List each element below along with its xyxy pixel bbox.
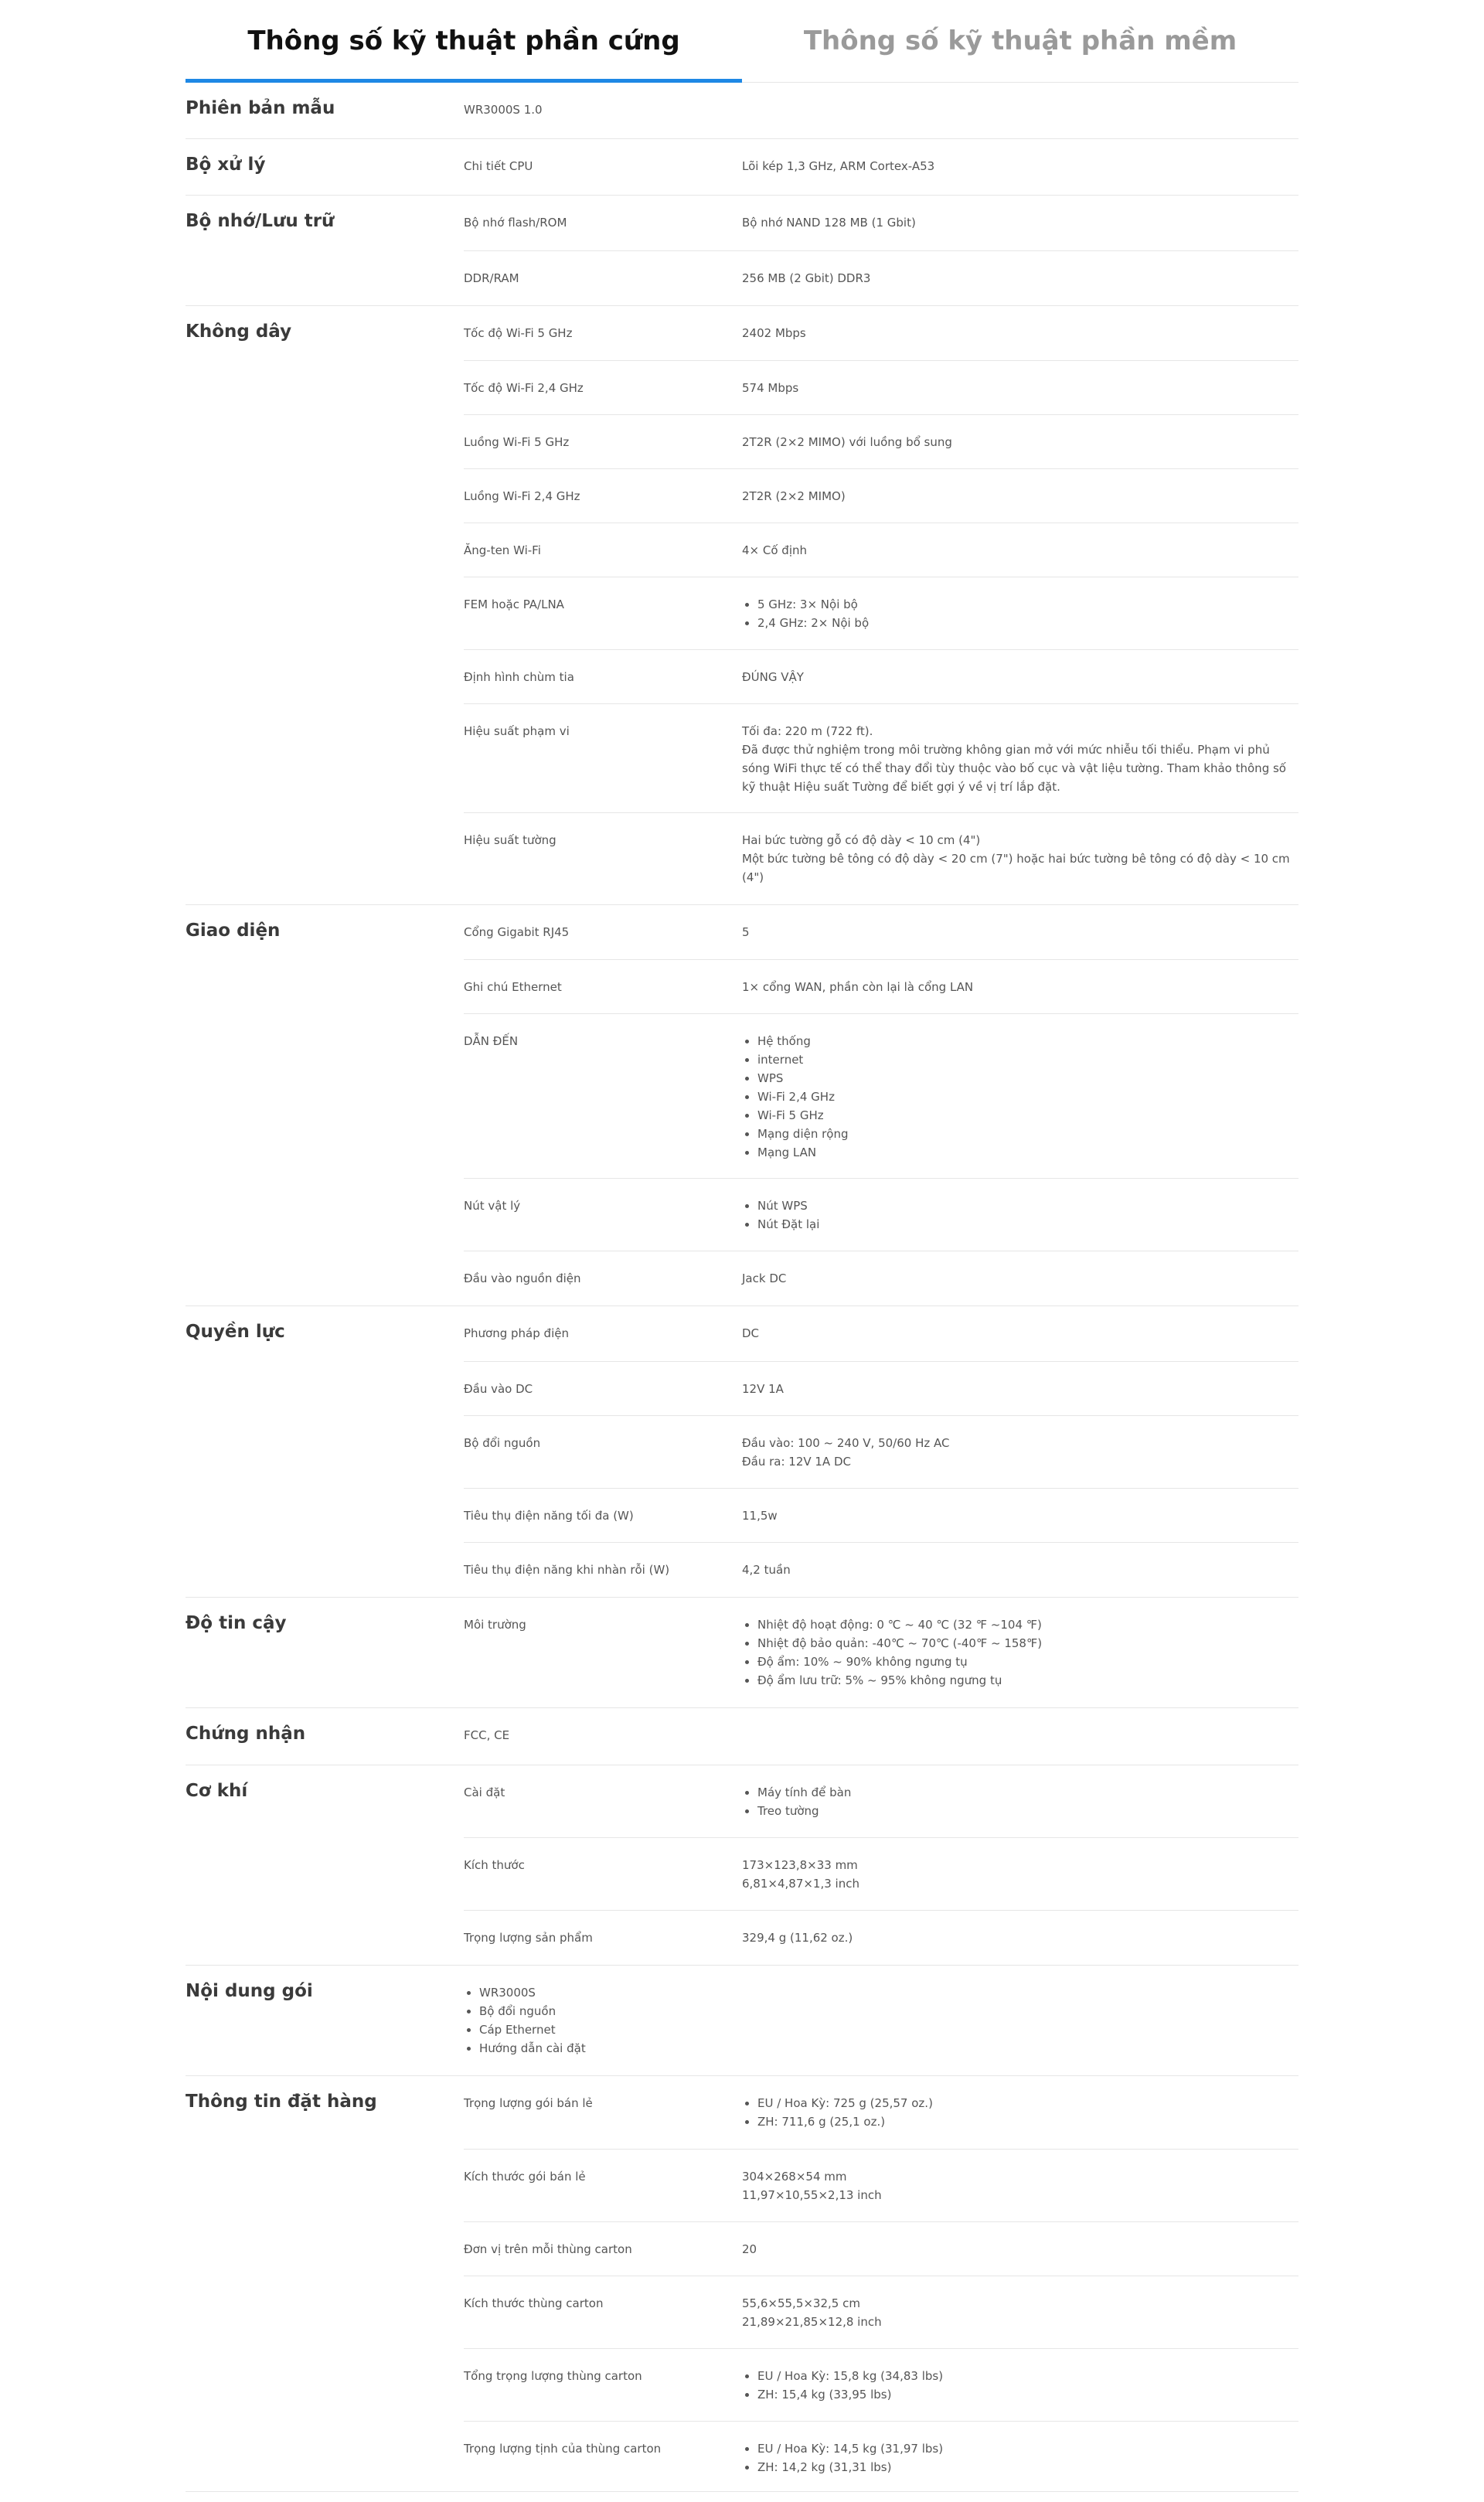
spec-tabs [186,0,1298,83]
spec-value-line: 2T2R (2×2 MIMO) [742,489,846,503]
section-body [464,1306,1298,1597]
spec-value-line: ĐÚNG VẬY [742,670,804,684]
spec-value-item: • Hướng dẫn cài đặt [479,2039,1298,2058]
spec-row [464,1911,1298,1965]
spec-value-item: • Hệ thống [757,1032,1298,1050]
spec-section [186,306,1298,905]
spec-row [464,905,1298,960]
spec-value-line: DC [742,1326,760,1340]
section-title: Nội dung gói [186,1981,313,2001]
spec-section [186,1708,1298,1765]
spec-row [464,1179,1298,1251]
spec-row [464,813,1298,904]
spec-label: Kích thước [464,1858,525,1872]
spec-value-item: • ZH: 15,4 kg (33,95 lbs) [757,2385,1298,2404]
spec-value-line: 4,2 tuần [742,1563,791,1577]
section-body [464,1708,1298,1765]
spec-value [742,213,1298,250]
spec-value [742,1380,1298,1415]
spec-value-line: Đầu vào: 100 ~ 240 V, 50/60 Hz AC [742,1436,950,1450]
spec-value-line: Đã được thử nghiệm trong môi trường không gian mở với mức nhiễu tối thiểu. Phạm vi phủ sóng WiFi thực tế có thể thay đổi tùy thuộc vào bố cục và vật liệu tường. Tham khảo thông số kỹ thuật Hiệu suất Tường để biết gợi ý về vị trí lắp đặt. [742,743,1286,794]
spec-value [742,978,1298,1013]
spec-value-line: Một bức tường bê tông có độ dày < 20 cm (7") hoặc hai bức tường bê tông có độ dày < 10 cm (4") [742,852,1290,884]
spec-row [464,577,1298,650]
spec-value [742,1561,1298,1597]
section-title: Cơ khí [186,1781,248,1801]
spec-value [742,2439,1298,2491]
spec-value [742,2367,1298,2421]
spec-label: Trọng lượng tịnh của thùng carton [464,2442,662,2456]
section-body [464,1598,1298,1707]
spec-value-line: 6,81×4,87×1,3 inch [742,1877,859,1891]
spec-label: DDR/RAM [464,271,519,285]
spec-value-item: • Wi-Fi 2,4 GHz [757,1088,1298,1106]
section-title: Thông tin đặt hàng [186,2092,377,2112]
section-body [464,83,1298,138]
spec-row [464,1489,1298,1543]
spec-row [464,1416,1298,1489]
spec-label: Định hình chùm tia [464,670,574,684]
spec-row [464,361,1298,415]
spec-value [742,157,1298,195]
spec-row [464,523,1298,577]
spec-label: Tiêu thụ điện năng khi nhàn rỗi (W) [464,1563,670,1577]
spec-value [464,1966,1298,2058]
spec-row [464,650,1298,704]
spec-row [464,1014,1298,1179]
section-title: Bộ xử lý [186,155,266,175]
spec-value [742,269,1298,305]
spec-row [464,251,1298,305]
spec-value-item: • Nhiệt độ bảo quản: -40℃ ~ 70℃ (-40℉ ~ 158℉) [757,1634,1298,1653]
spec-value-item: • Nút Đặt lại [757,1215,1298,1234]
tab-software-specs[interactable]: Thông số kỹ thuật phần mềm [803,26,1237,56]
spec-row [464,2422,1298,2491]
spec-row [464,1543,1298,1597]
spec-section [186,905,1298,1306]
spec-label: Bộ đổi nguồn [464,1436,541,1450]
spec-value [742,668,1298,703]
spec-section [186,1765,1298,1966]
spec-value-item: • Độ ẩm lưu trữ: 5% ~ 95% không ngưng tụ [757,1671,1298,1690]
spec-value [742,2294,1298,2348]
section-body [464,2076,1298,2491]
spec-value [742,1197,1298,1251]
spec-label: Đầu vào DC [464,1382,533,1396]
spec-label: Luồng Wi-Fi 2,4 GHz [464,489,580,503]
spec-section [186,1966,1298,2076]
spec-label: Nút vật lý [464,1199,521,1213]
spec-row [464,704,1298,813]
spec-value-line: 329,4 g (11,62 oz.) [742,1931,853,1945]
spec-row [464,2076,1298,2150]
spec-value-line: Jack DC [742,1271,787,1285]
spec-label: Bộ nhớ flash/ROM [464,216,567,230]
spec-value [742,923,1298,959]
spec-value [742,379,1298,414]
spec-row [464,1362,1298,1416]
spec-value-line: 55,6×55,5×32,5 cm [742,2296,860,2310]
spec-label: DẪN ĐẾN [464,1034,519,1048]
spec-value [742,595,1298,649]
spec-value-line: 256 MB (2 Gbit) DDR3 [742,271,871,285]
spec-value-item: • Bộ đổi nguồn [479,2002,1298,2020]
spec-value [742,1506,1298,1542]
section-title: Không dây [186,322,292,342]
spec-label: Hiệu suất phạm vi [464,724,570,738]
spec-row [464,1598,1298,1707]
spec-value-line: Đầu ra: 12V 1A DC [742,1455,851,1469]
spec-value-line: Hai bức tường gỗ có độ dày < 10 cm (4") [742,833,981,847]
spec-value-line: Tối đa: 220 m (722 ft). [742,724,873,738]
section-title: Chứng nhận [186,1724,306,1744]
spec-section [186,196,1298,306]
spec-section [186,2076,1298,2492]
section-body [464,905,1298,1305]
spec-row [464,1765,1298,1838]
spec-label: Phương pháp điện [464,1326,569,1340]
section-title: Phiên bản mẫu [186,98,335,118]
spec-value-line: 20 [742,2242,757,2256]
spec-value-line: 173×123,8×33 mm [742,1858,858,1872]
section-body [464,1765,1298,1965]
spec-value-item: • Wi-Fi 5 GHz [757,1106,1298,1125]
spec-value [742,1032,1298,1178]
spec-value-item: • Độ ẩm: 10% ~ 90% không ngưng tụ [757,1653,1298,1671]
spec-value-item: • EU / Hoa Kỳ: 15,8 kg (34,83 lbs) [757,2367,1298,2385]
section-title: Độ tin cậy [186,1613,287,1633]
spec-value-item: • ZH: 711,6 g (25,1 oz.) [757,2112,1298,2131]
spec-value [742,1615,1298,1707]
spec-value-line: 5 [742,925,750,939]
spec-label: Chi tiết CPU [464,159,533,173]
section-title: Bộ nhớ/Lưu trữ [186,211,335,231]
spec-value-item: • Nút WPS [757,1197,1298,1215]
spec-value-item: • EU / Hoa Kỳ: 14,5 kg (31,97 lbs) [757,2439,1298,2458]
spec-value-item: • Máy tính để bàn [757,1783,1298,1802]
spec-value [742,2240,1298,2276]
spec-row [464,196,1298,251]
section-body [464,139,1298,195]
spec-page [186,0,1298,2492]
spec-label: Ghi chú Ethernet [464,980,562,994]
spec-value-line: 11,97×10,55×2,13 inch [742,2188,882,2202]
spec-label: Ăng-ten Wi-Fi [464,543,541,557]
spec-value-line: 2402 Mbps [742,326,806,340]
tab-hardware-specs[interactable]: Thông số kỹ thuật phần cứng [186,0,742,82]
spec-value [742,324,1298,360]
spec-value [742,1856,1298,1910]
spec-value-item: • WPS [757,1069,1298,1088]
spec-label: Trọng lượng sản phẩm [464,1931,593,1945]
spec-section [186,139,1298,196]
spec-row [464,2150,1298,2222]
spec-label: Tốc độ Wi-Fi 2,4 GHz [464,381,584,395]
spec-row [464,139,1298,195]
spec-value-line: 574 Mbps [742,381,799,395]
spec-value-line: 4× Cố định [742,543,808,557]
spec-value-line: 2T2R (2×2 MIMO) với luồng bổ sung [742,435,952,449]
spec-row [464,2276,1298,2349]
spec-value-item: • Mạng diện rộng [757,1125,1298,1143]
spec-value-item: • EU / Hoa Kỳ: 725 g (25,57 oz.) [757,2094,1298,2112]
spec-value-item: • 5 GHz: 3× Nội bộ [757,595,1298,614]
spec-value: WR3000S 1.0 [464,103,543,117]
spec-value-line: 304×268×54 mm [742,2170,847,2184]
spec-value-item: • internet [757,1050,1298,1069]
section-body [464,306,1298,904]
spec-label: Đầu vào nguồn điện [464,1271,581,1285]
section-title: Quyền lực [186,1322,285,1342]
spec-label: Tốc độ Wi-Fi 5 GHz [464,326,573,340]
spec-label: Kích thước gói bán lẻ [464,2170,586,2184]
spec-row [464,960,1298,1014]
spec-value-item: • Cáp Ethernet [479,2020,1298,2039]
spec-value-line: 12V 1A [742,1382,784,1396]
spec-label: FEM hoặc PA/LNA [464,597,564,611]
spec-value [742,1269,1298,1305]
spec-value [742,1928,1298,1965]
spec-value-item: • 2,4 GHz: 2× Nội bộ [757,614,1298,632]
spec-value [742,2167,1298,2221]
spec-section [186,1306,1298,1598]
spec-label: Trọng lượng gói bán lẻ [464,2096,593,2110]
spec-sections [186,83,1298,2492]
spec-section [186,1598,1298,1708]
spec-value-item: • Treo tường [757,1802,1298,1820]
spec-value [742,722,1298,812]
spec-value-item: • Nhiệt độ hoạt động: 0 ℃ ~ 40 ℃ (32 ℉ ~104 ℉) [757,1615,1298,1634]
spec-label: Cài đặt [464,1785,505,1799]
spec-value-line: Lõi kép 1,3 GHz, ARM Cortex-A53 [742,159,935,173]
spec-label: Đơn vị trên mỗi thùng carton [464,2242,632,2256]
spec-value [742,541,1298,577]
spec-label: Luồng Wi-Fi 5 GHz [464,435,570,449]
spec-row [464,469,1298,523]
spec-value [742,1324,1298,1361]
spec-section [186,83,1298,139]
section-body [464,1966,1298,2075]
spec-value-line: 21,89×21,85×12,8 inch [742,2315,882,2329]
spec-label: Tổng trọng lượng thùng carton [464,2369,642,2383]
spec-label: Kích thước thùng carton [464,2296,604,2310]
spec-row [464,306,1298,361]
spec-value [742,831,1298,904]
spec-value-item: • ZH: 14,2 kg (31,31 lbs) [757,2458,1298,2476]
spec-label: Cổng Gigabit RJ45 [464,925,570,939]
spec-row [464,2349,1298,2422]
spec-value-line: Bộ nhớ NAND 128 MB (1 Gbit) [742,216,916,230]
spec-row [464,1306,1298,1362]
spec-value [742,487,1298,523]
spec-row [464,2222,1298,2276]
section-body [464,196,1298,305]
spec-row [464,415,1298,469]
section-title: Giao diện [186,921,281,941]
spec-value [742,433,1298,468]
spec-label: Hiệu suất tường [464,833,556,847]
spec-value-item: • WR3000S [479,1983,1298,2002]
spec-value: FCC, CE [464,1728,510,1742]
spec-row [464,1251,1298,1305]
spec-label: Môi trường [464,1618,526,1632]
spec-value [742,1783,1298,1837]
spec-value-item: • Mạng LAN [757,1143,1298,1162]
spec-value-line: 11,5w [742,1509,778,1523]
spec-value [742,2094,1298,2149]
spec-label: Tiêu thụ điện năng tối đa (W) [464,1509,634,1523]
spec-value-line: 1× cổng WAN, phần còn lại là cổng LAN [742,980,974,994]
spec-row [464,1838,1298,1911]
spec-value [742,1434,1298,1488]
